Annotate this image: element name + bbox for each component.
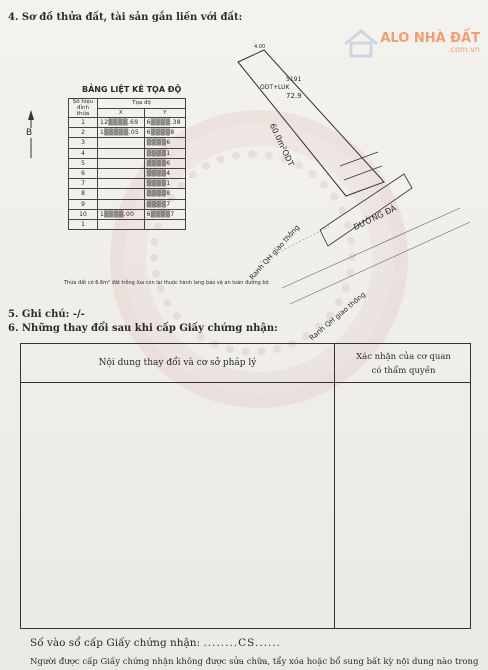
changes-table — [20, 343, 471, 629]
watermark-domain: .com.vn — [448, 45, 480, 54]
col-header-x: X — [98, 108, 145, 118]
coord-cell-x — [98, 219, 145, 229]
coord-row — [69, 148, 186, 158]
traffic-boundary-1: Ranh QH giao thông — [248, 223, 302, 282]
col-content-header: Nội dung thay đổi và cơ sở pháp lý — [98, 358, 257, 368]
column-divider — [334, 344, 335, 628]
coord-row — [69, 179, 186, 189]
col-header-point: Số hiệu đỉnh thửa — [69, 99, 98, 118]
coord-cell-n: 4 — [69, 148, 98, 158]
parcel-number: 5191 — [286, 76, 302, 83]
col-header-coord: Tọa độ — [98, 99, 186, 109]
coord-cell-y: 6▒▒▒▒8 — [144, 128, 185, 138]
coord-cell-n: 2 — [69, 128, 98, 138]
coord-row — [69, 158, 186, 168]
parcel-land-type: ODT+LUK — [260, 84, 290, 91]
north-arrow-icon — [24, 108, 38, 160]
coord-cell-y: ▒▒▒▒8 — [144, 189, 185, 199]
coord-cell-y — [144, 219, 185, 229]
col-header-y: Y — [144, 108, 185, 118]
coord-cell-n: 8 — [69, 189, 98, 199]
coord-cell-x — [98, 199, 145, 209]
coord-cell-x — [98, 158, 145, 168]
section-6-title: 6. Những thay đổi sau khi cấp Giấy chứng nhận: — [8, 323, 278, 334]
registry-value: ........CS...... — [203, 637, 282, 649]
coord-cell-x: 1▒▒▒▒.00 — [98, 209, 145, 219]
coord-cell-n: 5 — [69, 158, 98, 168]
registry-number-line — [30, 637, 281, 649]
watermark-brand: ALO NHÀ ĐẤT — [380, 31, 480, 46]
coord-cell-y: 6▒▒▒▒.38 — [144, 118, 185, 128]
coord-row — [69, 128, 186, 138]
coord-cell-x — [98, 148, 145, 158]
parcel-inner-label: 60.0m²ODT — [267, 122, 296, 168]
registry-label: Số vào sổ cấp Giấy chứng nhận: — [30, 637, 201, 649]
coord-table — [68, 98, 186, 230]
coord-cell-x — [98, 138, 145, 148]
coord-cell-y: ▒▒▒▒7 — [144, 199, 185, 209]
coord-cell-y: ▒▒▒▒1 — [144, 148, 185, 158]
sketch-footnote: Thửa đất có 6.6m² đất trồng lúa còn lại thuộc hành lang bảo vệ an toàn đường bộ — [64, 280, 269, 286]
coord-cell-n: 1 — [69, 118, 98, 128]
col-confirm-header: Xác nhận của cơ quan có thẩm quyền — [356, 352, 451, 376]
section-4-title: 4. Sơ đồ thửa đất, tài sản gắn liền với đất: — [8, 12, 243, 23]
coord-row — [69, 219, 186, 229]
traffic-boundary-2: Ranh QH giao thông — [308, 290, 368, 343]
parcel-area: 72.9 — [286, 92, 302, 100]
road-label: ĐƯỜNG ĐÁ — [352, 203, 398, 233]
coord-row — [69, 209, 186, 219]
coord-cell-n: 7 — [69, 179, 98, 189]
coord-cell-y: ▒▒▒▒6 — [144, 138, 185, 148]
coord-cell-y: ▒▒▒▒4 — [144, 168, 185, 178]
coord-cell-n: 6 — [69, 168, 98, 178]
coord-table-title: BẢNG LIỆT KÊ TỌA ĐỘ — [82, 85, 182, 94]
coord-cell-n: 3 — [69, 138, 98, 148]
coord-row — [69, 118, 186, 128]
coord-cell-x: 1▒▒▒▒▒.05 — [98, 128, 145, 138]
footer-note: Người được cấp Giấy chứng nhận không được sửa chữa, tẩy xóa hoặc bổ sung bất kỳ nội dung nào trong — [30, 657, 479, 667]
coord-cell-x: 12▒▒▒▒.69 — [98, 118, 145, 128]
coord-cell-y: ▒▒▒▒6 — [144, 158, 185, 168]
coord-cell-x — [98, 189, 145, 199]
coord-row — [69, 189, 186, 199]
coord-cell-x — [98, 168, 145, 178]
north-label: B — [26, 128, 33, 138]
coord-cell-y: ▒▒▒▒1 — [144, 179, 185, 189]
coord-row — [69, 138, 186, 148]
coord-row — [69, 199, 186, 209]
coord-row — [69, 168, 186, 178]
dim-top: 4.00 — [254, 44, 266, 50]
coord-cell-n: 9 — [69, 199, 98, 209]
coord-cell-x — [98, 179, 145, 189]
coord-cell-n: 1 — [69, 219, 98, 229]
coord-cell-n: 10 — [69, 209, 98, 219]
parcel-sketch — [220, 40, 488, 343]
section-5-title: 5. Ghi chú: -/- — [8, 309, 85, 320]
coord-cell-y: 6▒▒▒▒7 — [144, 209, 185, 219]
